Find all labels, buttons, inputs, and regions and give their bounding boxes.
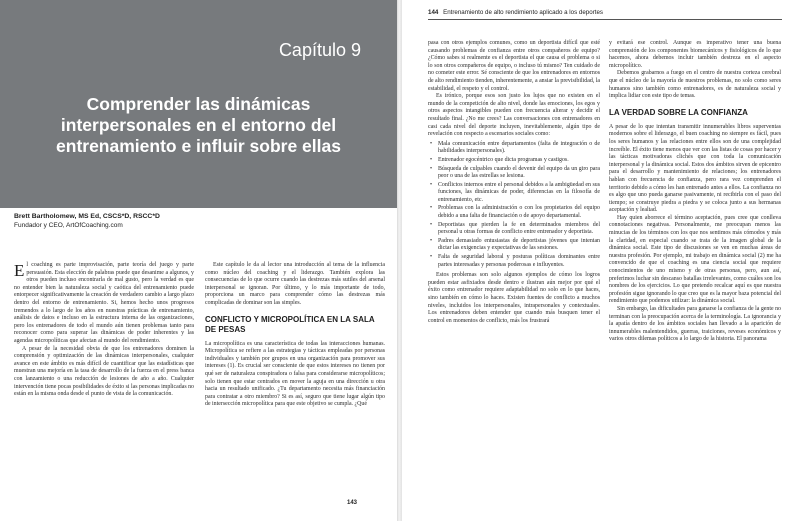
- paragraph: Debemos grabarnos a fuego en el centro de nuestra corteza cerebral que el núcleo de la mayoría de nuestros problemas, no solo como seres humanos sino también como entrenadores, es de naturaleza social y implica lidiar con este tipo de temas.: [609, 70, 781, 100]
- left-page: [0, 0, 397, 521]
- paragraph: Es irónico, porque esos son justo los lujos que no existen en el mundo de la competición de alto nivel, donde las emociones, los egos y otros aspectos intangibles pueden con frecuencia alterar y decidir el resultado final. ¿No me crees? Las conversaciones con entrenadores en casi cada nivel del deporte incluyen, inevitablemente, algún tipo de revelación con respecto a escenarios sociales como:: [428, 93, 600, 138]
- author-affiliation: Fundador y CEO, ArtOfCoaching.com: [14, 222, 123, 229]
- author-block: [14, 212, 384, 230]
- right-column-1: [428, 40, 600, 325]
- list-item: • Problemas con la administración o con los propietarios del equipo debido a una falta de financiación o de apoyo departamental.: [428, 205, 600, 220]
- header-rule: [428, 19, 782, 20]
- list-item: • Entrenador egocéntrico que dicta programas y castigos.: [428, 157, 600, 165]
- left-column-2: [205, 262, 385, 409]
- bullet-list: [428, 141, 600, 270]
- section-heading: LA VERDAD SOBRE LA CONFIANZA: [609, 107, 748, 117]
- paragraph: pasa con otros ejemplos comunes, como un deportista difícil que esté causando problemas de confianza entre otros compañeros de equipo? ¿Cómo sabes si realmente es el deportista el que causa el problema o si lo son otros compañeros de equipo, o incluso tú mismo? Ten cuidado de no cometer este error. Sé consciente de que los entrenadores en entornos de alto rendimiento tienden, inherentemente, a ansiar la previsibilidad, la estabilidad, el respeto y el control.: [428, 40, 600, 92]
- right-page: [402, 0, 800, 521]
- page-number: 143: [347, 500, 358, 506]
- list-item: • Padres demasiado entusiastas de deportistas jóvenes que intentan dictar las exigencias y expectativas de las sesiones.: [428, 238, 600, 253]
- running-head-number: 144: [428, 9, 439, 16]
- author-name: Brett Bartholomew, MS Ed, CSCS*D, RSCC*D: [14, 213, 160, 220]
- list-item: • Búsqueda de culpables cuando el devenir del equipo da un giro para peor o una de las estrellas se lesiona.: [428, 166, 600, 181]
- paragraph: A pesar de la necesidad obvia de que los entrenadores dominen la comprensión y optimización de las dinámicas interpersonales, cualquier avance en este ámbito es más difícil de cuantificar que las estadísticas que muestran una mejoría en la tasa de desarrollo de la fuerza en el press banca con lanzamiento o una reducción de lesiones de año a año. Cualquier intervención tiene pocas posibilidades de éxito si las personas implicadas no están en la misma onda desde el punto de vista de la comunicación.: [14, 345, 194, 398]
- list-item: • Conflictos internos entre el personal debidos a la ambigüedad en sus funciones, las dinámicas de poder, diferencias en la filosofía de entrenamiento, etc.: [428, 182, 600, 205]
- list-item: • Falta de seguridad laboral y posturas políticas dominantes entre partes interesadas y personas poderosas e influyentes.: [428, 254, 600, 269]
- paragraph: A pesar de lo que intentan transmitir innumerables libros superventas modernos sobre el liderazgo, el buen coaching no siempre es fácil, pues los seres humanos y las relaciones entre ellos son de una complejidad increíble. El éxito tiene menos que ver con las listas de cosas por hacer y las tácticas motivadoras clichés que con toda la comunicación interpersonal y la dinámica social. Estos dos ámbitos sirven de epicentro para el desarrollo y mantenimiento de relaciones; los entrenadores hablan con frecuencia de confianza, pero rara vez comprenden el territorio debido a cómo les han entrenado antes a ellos. La confianza no es algo que uno pueda ganarse pasivamente, ni recibirla con el paso del tiempo; se construye piedra a piedra y se coloca junto a sus hermanas aceptación y lealtad.: [609, 123, 781, 214]
- intro-paragraph: [14, 262, 194, 346]
- section-heading: CONFLICTO Y MICROPOLÍTICA EN LA SALA DE PESAS: [205, 314, 375, 334]
- paragraph: La micropolítica es una característica de todas las interacciones humanas. Micropolítica se refiere a las estrategias y tácticas empleadas por personas individuales y también por grupos en una organización para promover sus intereses (1). Es crucial ser consciente de que estos intereses no tienen por qué ser de naturaleza conspiradora o falsa para considerarse micropolíticos; solo tienen que estar centrados en mover la aguja en una dirección u otra hacia un resultado unificado. ¿Tu departamento necesita más financiación para contratar a otro miembro? Si es así, seguro que tiene lugar algún tipo de intersección micropolítica para que este objetivo se cumpla. ¿Qué: [205, 340, 385, 408]
- drop-cap: E: [14, 261, 25, 280]
- chapter-banner: [0, 0, 397, 208]
- paragraph: y evitará ese control. Aunque es imperativo tener una buena comprensión de los componentes biomecánicos y fisiológicos de lo que hacemos, ahora debemos incluir también destreza en el aspecto micropolítico.: [609, 40, 781, 69]
- list-item: • Deportistas que pierden la fe en determinados miembros del personal u otras formas de conflicto entre entrenador y deportista.: [428, 222, 600, 237]
- list-item: • Mala comunicación entre departamentos (falta de integración o de habilidades interpersonales).: [428, 141, 600, 156]
- running-head: [428, 9, 603, 16]
- paragraph: Sin embargo, las dificultades para ganarse la confianza de la gente no terminan con la preocupación acerca de la terminología. La ignorancia y la apatía dentro de los ámbitos sociales han llevado a la aparición de innumerables malentendidos, guerras, traiciones, reveses económicos y varios otros dilemas políticos a lo largo de la historia. El panorama: [609, 306, 781, 343]
- right-column-2: [609, 40, 781, 344]
- chapter-label: Capítulo 9: [278, 40, 361, 60]
- running-head-title: Entrenamiento de alto rendimiento aplicado a los deportes: [443, 9, 604, 16]
- paragraph: Hay quien aborrece el término aceptación, pues cree que conlleva connotaciones negativas. Personalmente, me preocupan menos las minucias de los términos con los que nos sentimos más cómodos y más la claridad, en especial cuando se trata de la imagen global de la dinámica social. Este tipo de discusiones se ven en muchas áreas de nuestra profesión. Por ejemplo, mi trabajo en dinámica social (2) me ha convencido de que el coaching es una ciencia social que requiere conocimientos de uno mismo y de otras personas, pero, aun así, preferimos luchar sin descanso batallas irrelevantes, como cuáles son los nombres de los ejercicios. Lo que pretendo recalcar aquí es que nuestra profesión sigue ignorando lo que creo que es la mayor baza potencial del rendimiento que podemos utilizar: la dinámica social.: [609, 214, 781, 305]
- paragraph: Este capítulo le da al lector una introducción al tema de la influencia como núcleo del coaching y el liderazgo. También explora las consecuencias de lo que ocurre cuando las destrezas más sutiles del arsenal interpersonal se ignoran. Por último, y lo más importante de todo, proporciona un marco para comprender cómo las destrezas más complicadas de dominar son las simples.: [205, 262, 385, 306]
- intro-paragraph-text: l coaching es parte improvisación, parte teoría del juego y parte persuasión. Esta elección de palabras puede que desanime a algunos, y otros pueden incluso encontrarla de mal gusto, pero la verdad es que no entender bien la naturaleza social y caótica del entrenamiento puede entorpecer significativamente la creación de verdadero cambio a largo plazo dentro del entorno de entrenamiento. Si, hemos hecho unos progresos tremendos a lo largo de los años en nuestras prácticas de entrenamiento, análisis de datos e incluso en la estructura interna de las organizaciones, pero los entrenadores de todo el mundo aún tienen problemas tanto para reconocer como para superar las dinámicas de poder inherentes y las agendas micropolíticas que afectan al mundo del rendimiento.: [14, 262, 194, 344]
- paragraph: Estos problemas son solo algunos ejemplos de cómo los logros pueden estar asfixiados desde dentro e ilustran aún mejor por qué el éxito como entrenador requiere adaptabilidad no solo en lo que haces, sino también en cómo lo haces. Existen fuentes de conflicto a muchos niveles, incluidos los interpersonales, intrapersonales y contextuales. Los entrenadores deben entender que cuando más busquen tener el control en momentos de conflicto, más los frustrará: [428, 272, 600, 324]
- left-column-1: [14, 262, 194, 399]
- chapter-title: Comprender las dinámicas interpersonales en el entorno del entrenamiento e influir sobre ellas: [56, 94, 341, 156]
